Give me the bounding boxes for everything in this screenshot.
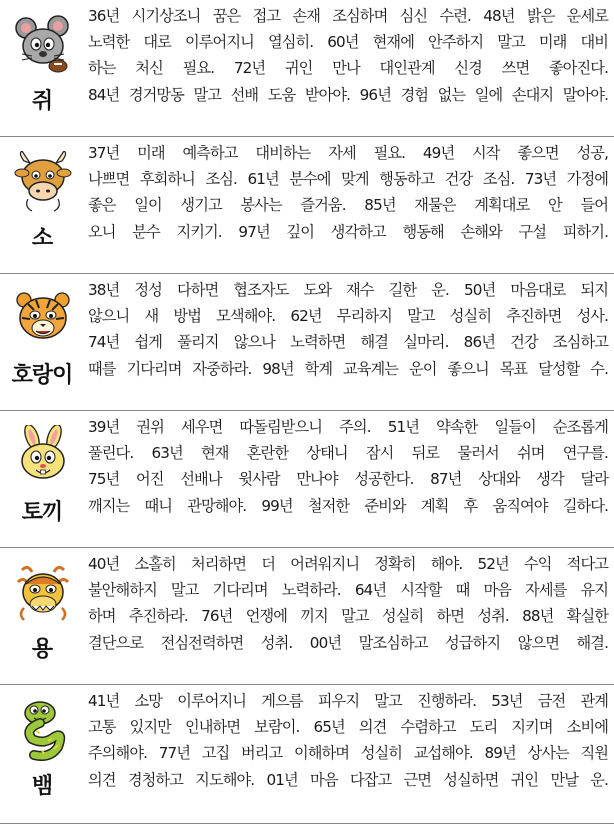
- dragon-icon: [14, 562, 72, 624]
- fortune-line: 않으니 새 방법 모색해야. 62년 무리하지 말고 성실히 추진하면 성사.: [88, 307, 608, 326]
- fortune-text: [88, 140, 608, 245]
- fortune-line: 노력한 대로 이루어지니 열심히. 60년 현재에 안주하지 말고 미래 대비: [88, 33, 608, 52]
- zodiac-row-dragon: [0, 548, 614, 685]
- fortune-line: 36년 시기상조니 꿈은 접고 손재 조심하며 심신 수련. 48년 밝은 운세로: [88, 7, 608, 25]
- animal-cell-snake: [0, 685, 84, 821]
- fortune-line: 75년 어진 선배나 윗사람 만나야 성공한다. 87년 상대와 생각 달라: [88, 470, 608, 489]
- animal-name: 토끼: [21, 500, 63, 525]
- tiger-icon: [14, 288, 72, 350]
- fortune-line: 하며 추진하라. 76년 언쟁에 끼지 말고 성실히 하면 성취. 88년 확실한: [88, 607, 608, 626]
- animal-name: 뱀: [31, 774, 53, 799]
- zodiac-row-ox: [0, 137, 614, 274]
- zodiac-row-tiger: [0, 274, 614, 411]
- zodiac-row-rabbit: [0, 411, 614, 548]
- fortune-line: 불안해하지 말고 기다리며 노력하라. 64년 시작할 때 마음 자세를 유지: [88, 581, 608, 600]
- animal-cell-dragon: [0, 548, 84, 684]
- animal-cell-rabbit: [0, 411, 84, 547]
- fortune-text: [88, 414, 608, 519]
- snake-icon: [14, 699, 72, 761]
- rabbit-icon: [14, 425, 72, 487]
- fortune-line: 41년 소망 이루어지니 게으름 피우지 말고 진행하라. 53년 금전 관계: [88, 692, 608, 710]
- fortune-line: 때를 기다리며 자중하라. 98년 학계 교육계는 운이 좋으니 목표 달성할 수.: [88, 359, 608, 378]
- fortune-line: 37년 미래 예측하고 대비하는 자세 필요. 49년 시작 좋으면 성공,: [88, 144, 608, 162]
- animal-name: 소: [31, 226, 53, 251]
- fortune-line: 40년 소홀히 처리하면 더 어려워지니 정확히 해야. 52년 수익 적다고: [88, 555, 608, 573]
- fortune-line: 하는 처신 필요. 72년 귀인 만나 대인관계 신경 쓰면 좋아진다.: [88, 59, 608, 78]
- fortune-line: 결단으로 전심전력하면 성취. 00년 말조심하고 성급하지 않으면 해결.: [88, 633, 608, 652]
- fortune-text: [88, 551, 608, 656]
- fortune-line: 깨지는 때니 관망해야. 99년 철저한 준비와 계획 후 움직여야 길하다.: [88, 496, 608, 515]
- ox-icon: [14, 151, 72, 213]
- fortune-text: [88, 688, 608, 793]
- fortune-line: 39년 권위 세우면 따돌림받으니 주의. 51년 약속한 일들이 순조롭게: [88, 418, 608, 436]
- fortune-line: 좋은 일이 생기고 봉사는 즐거움. 85년 재물은 계획대로 안 들어: [88, 196, 608, 215]
- animal-name: 쥐: [31, 89, 53, 114]
- fortune-line: 74년 쉽게 풀리지 않으나 노력하면 해결 실마리. 86년 건강 조심하고: [88, 333, 608, 352]
- fortune-line: 84년 경거망동 말고 선배 도움 받아야. 96년 경험 없는 일에 손대지 말아야.: [88, 85, 608, 104]
- fortune-text: [88, 3, 608, 108]
- animal-name: 용: [31, 637, 53, 662]
- animal-cell-tiger: [0, 274, 84, 410]
- fortune-line: 풀린다. 63년 현재 혼란한 상태니 잠시 뒤로 물러서 쉬며 연구를.: [88, 444, 608, 463]
- animal-name: 호랑이: [11, 363, 73, 388]
- fortune-text: [88, 277, 608, 382]
- zodiac-row-rat: [0, 0, 614, 137]
- fortune-line: 고통 있지만 인내하면 보람이. 65년 의견 수렴하고 도리 지키며 소비에: [88, 718, 608, 737]
- animal-cell-rat: [0, 0, 84, 136]
- fortune-line: 의견 경청하고 지도해야. 01년 마음 다잡고 근면 성실하면 귀인 만날 운.: [88, 770, 608, 789]
- fortune-line: 나쁘면 후회하니 조심. 61년 분수에 맞게 행동하고 건강 조심. 73년 가정에: [88, 170, 608, 189]
- fortune-line: 38년 정성 다하면 협조자도 도와 재수 길한 운. 50년 마음대로 되지: [88, 281, 608, 299]
- fortune-line: 주의해야. 77년 고집 버리고 이해하며 성실히 교섭해야. 89년 상사는 직원: [88, 744, 608, 763]
- animal-cell-ox: [0, 137, 84, 273]
- rat-icon: [14, 14, 72, 76]
- fortune-line: 오니 분수 지키기. 97년 깊이 생각하고 행동해 손해와 구설 피하기.: [88, 222, 608, 241]
- zodiac-row-snake: [0, 685, 614, 824]
